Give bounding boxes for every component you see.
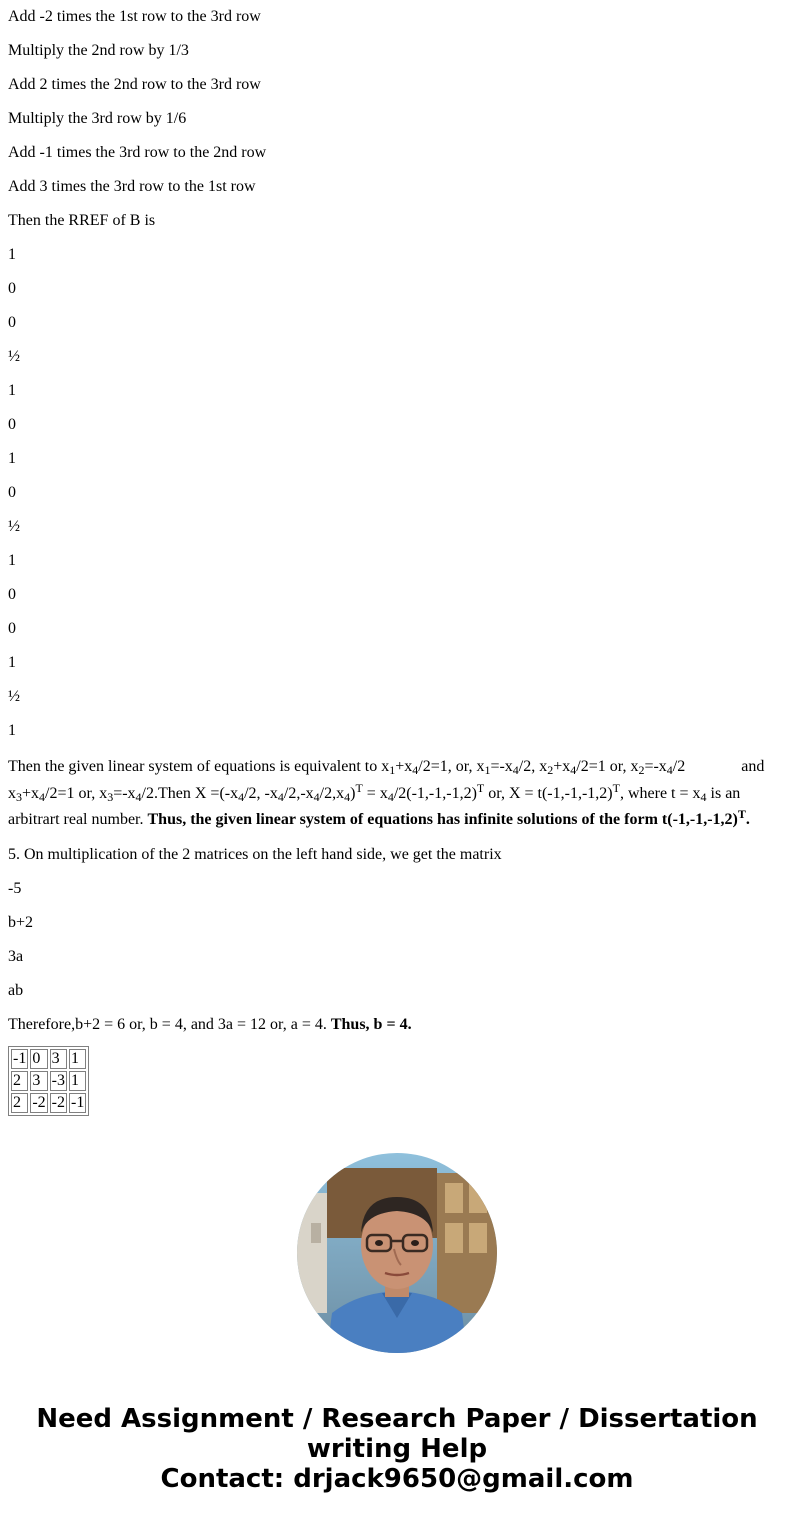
part5-entry: -5 (8, 879, 22, 897)
table-row (11, 1071, 86, 1091)
rref-entry: 1 (8, 450, 16, 467)
matrix-cell: 3 (50, 1049, 67, 1069)
matrix-cell: 1 (69, 1049, 86, 1069)
avatar (297, 1153, 497, 1353)
rref-entry: ½ (8, 348, 20, 365)
rref-entry: 1 (8, 552, 16, 569)
rref-entry: 0 (8, 416, 16, 433)
rref-entry: ½ (8, 518, 20, 535)
solution-paragraph: Then the given linear system of equations is equivalent to $x_1+x_4/2=1$, or, $x_1=-x_4/2$, $x_2+x_4/2=1$ or, $x_2=-x_4/2$ and $x_3+x_4/2=1$ or, $x_3=-x_4/2.Then$ $X =(-x_4/2$, $-x_4/2,-x_4/2,x_4)^T = x_4/2(-1,-1,-1,2)^T$ or, $X = t(-1,-1,-1,2)^T$, where $t = x_4$ is an arbitrart real number. Thus, the given linear system of equations has infinite solutions of the form $t(-1,-1,-1,2)^T$. (8, 758, 765, 829)
matrix-cell: -1 (13, 1049, 27, 1067)
step-1: Add -2 times the 1st row to the 3rd row (8, 8, 261, 25)
rref-entry: 0 (8, 586, 16, 603)
matrix-cell: -1 (70, 1093, 85, 1111)
rref-entry: 0 (8, 314, 16, 331)
part5-conclusion: Therefore,b+2 = 6 or, b = 4, and 3a = 12 or, a = 4. Thus, b = 4. (8, 1015, 412, 1033)
rref-entry: 1 (8, 382, 16, 399)
step-5: Add -1 times the 3rd row to the 2nd row (8, 144, 267, 161)
banner-line-1: Need Assignment / Research Paper / Dissertation (36, 1404, 758, 1434)
rref-entry: ½ (8, 688, 20, 705)
matrix-cell: -2 (32, 1093, 46, 1111)
table-row (11, 1049, 86, 1069)
tutor-portrait (297, 1153, 497, 1353)
rref-entry: 0 (8, 280, 16, 297)
solution-conclusion: Thus, the given linear system of equations has infinite solutions of the form $t(-1,-1,-1,2)^T$. (147, 807, 750, 829)
matrix-cell: 1 (69, 1071, 86, 1091)
step-6: Add 3 times the 3rd row to the 1st row (8, 178, 256, 195)
rref-entry: 0 (8, 620, 16, 637)
rref-entry: 1 (8, 654, 16, 671)
matrix-cell: 2 (11, 1093, 28, 1113)
matrix-cell: -2 (51, 1093, 65, 1111)
step-3: Add 2 times the 2nd row to the 3rd row (8, 76, 261, 93)
matrix-cell: 3 (30, 1071, 47, 1091)
banner-line-2: writing Help (306, 1434, 488, 1464)
rref-entry: 1 (8, 246, 16, 263)
rref-entry: 1 (8, 722, 16, 739)
rref-entry: 0 (8, 484, 16, 501)
part5-intro: 5. On multiplication of the 2 matrices on the left hand side, we get the matrix (8, 845, 502, 863)
table-row (11, 1093, 86, 1113)
matrix-table (8, 1046, 89, 1116)
matrix-cell: 2 (11, 1071, 28, 1091)
matrix-cell: 0 (30, 1049, 47, 1069)
contact-email: Contact: drjack9650@gmail.com (160, 1464, 634, 1494)
step-2: Multiply the 2nd row by 1/3 (8, 42, 189, 59)
step-4: Multiply the 3rd row by 1/6 (8, 110, 187, 127)
help-banner (0, 1404, 794, 1494)
matrix-cell: -3 (51, 1071, 65, 1089)
part5-entry: b+2 (8, 913, 34, 931)
part5-entry: 3a (8, 947, 24, 965)
rref-intro: Then the RREF of B is (8, 212, 156, 229)
part5-entry: ab (8, 981, 24, 999)
